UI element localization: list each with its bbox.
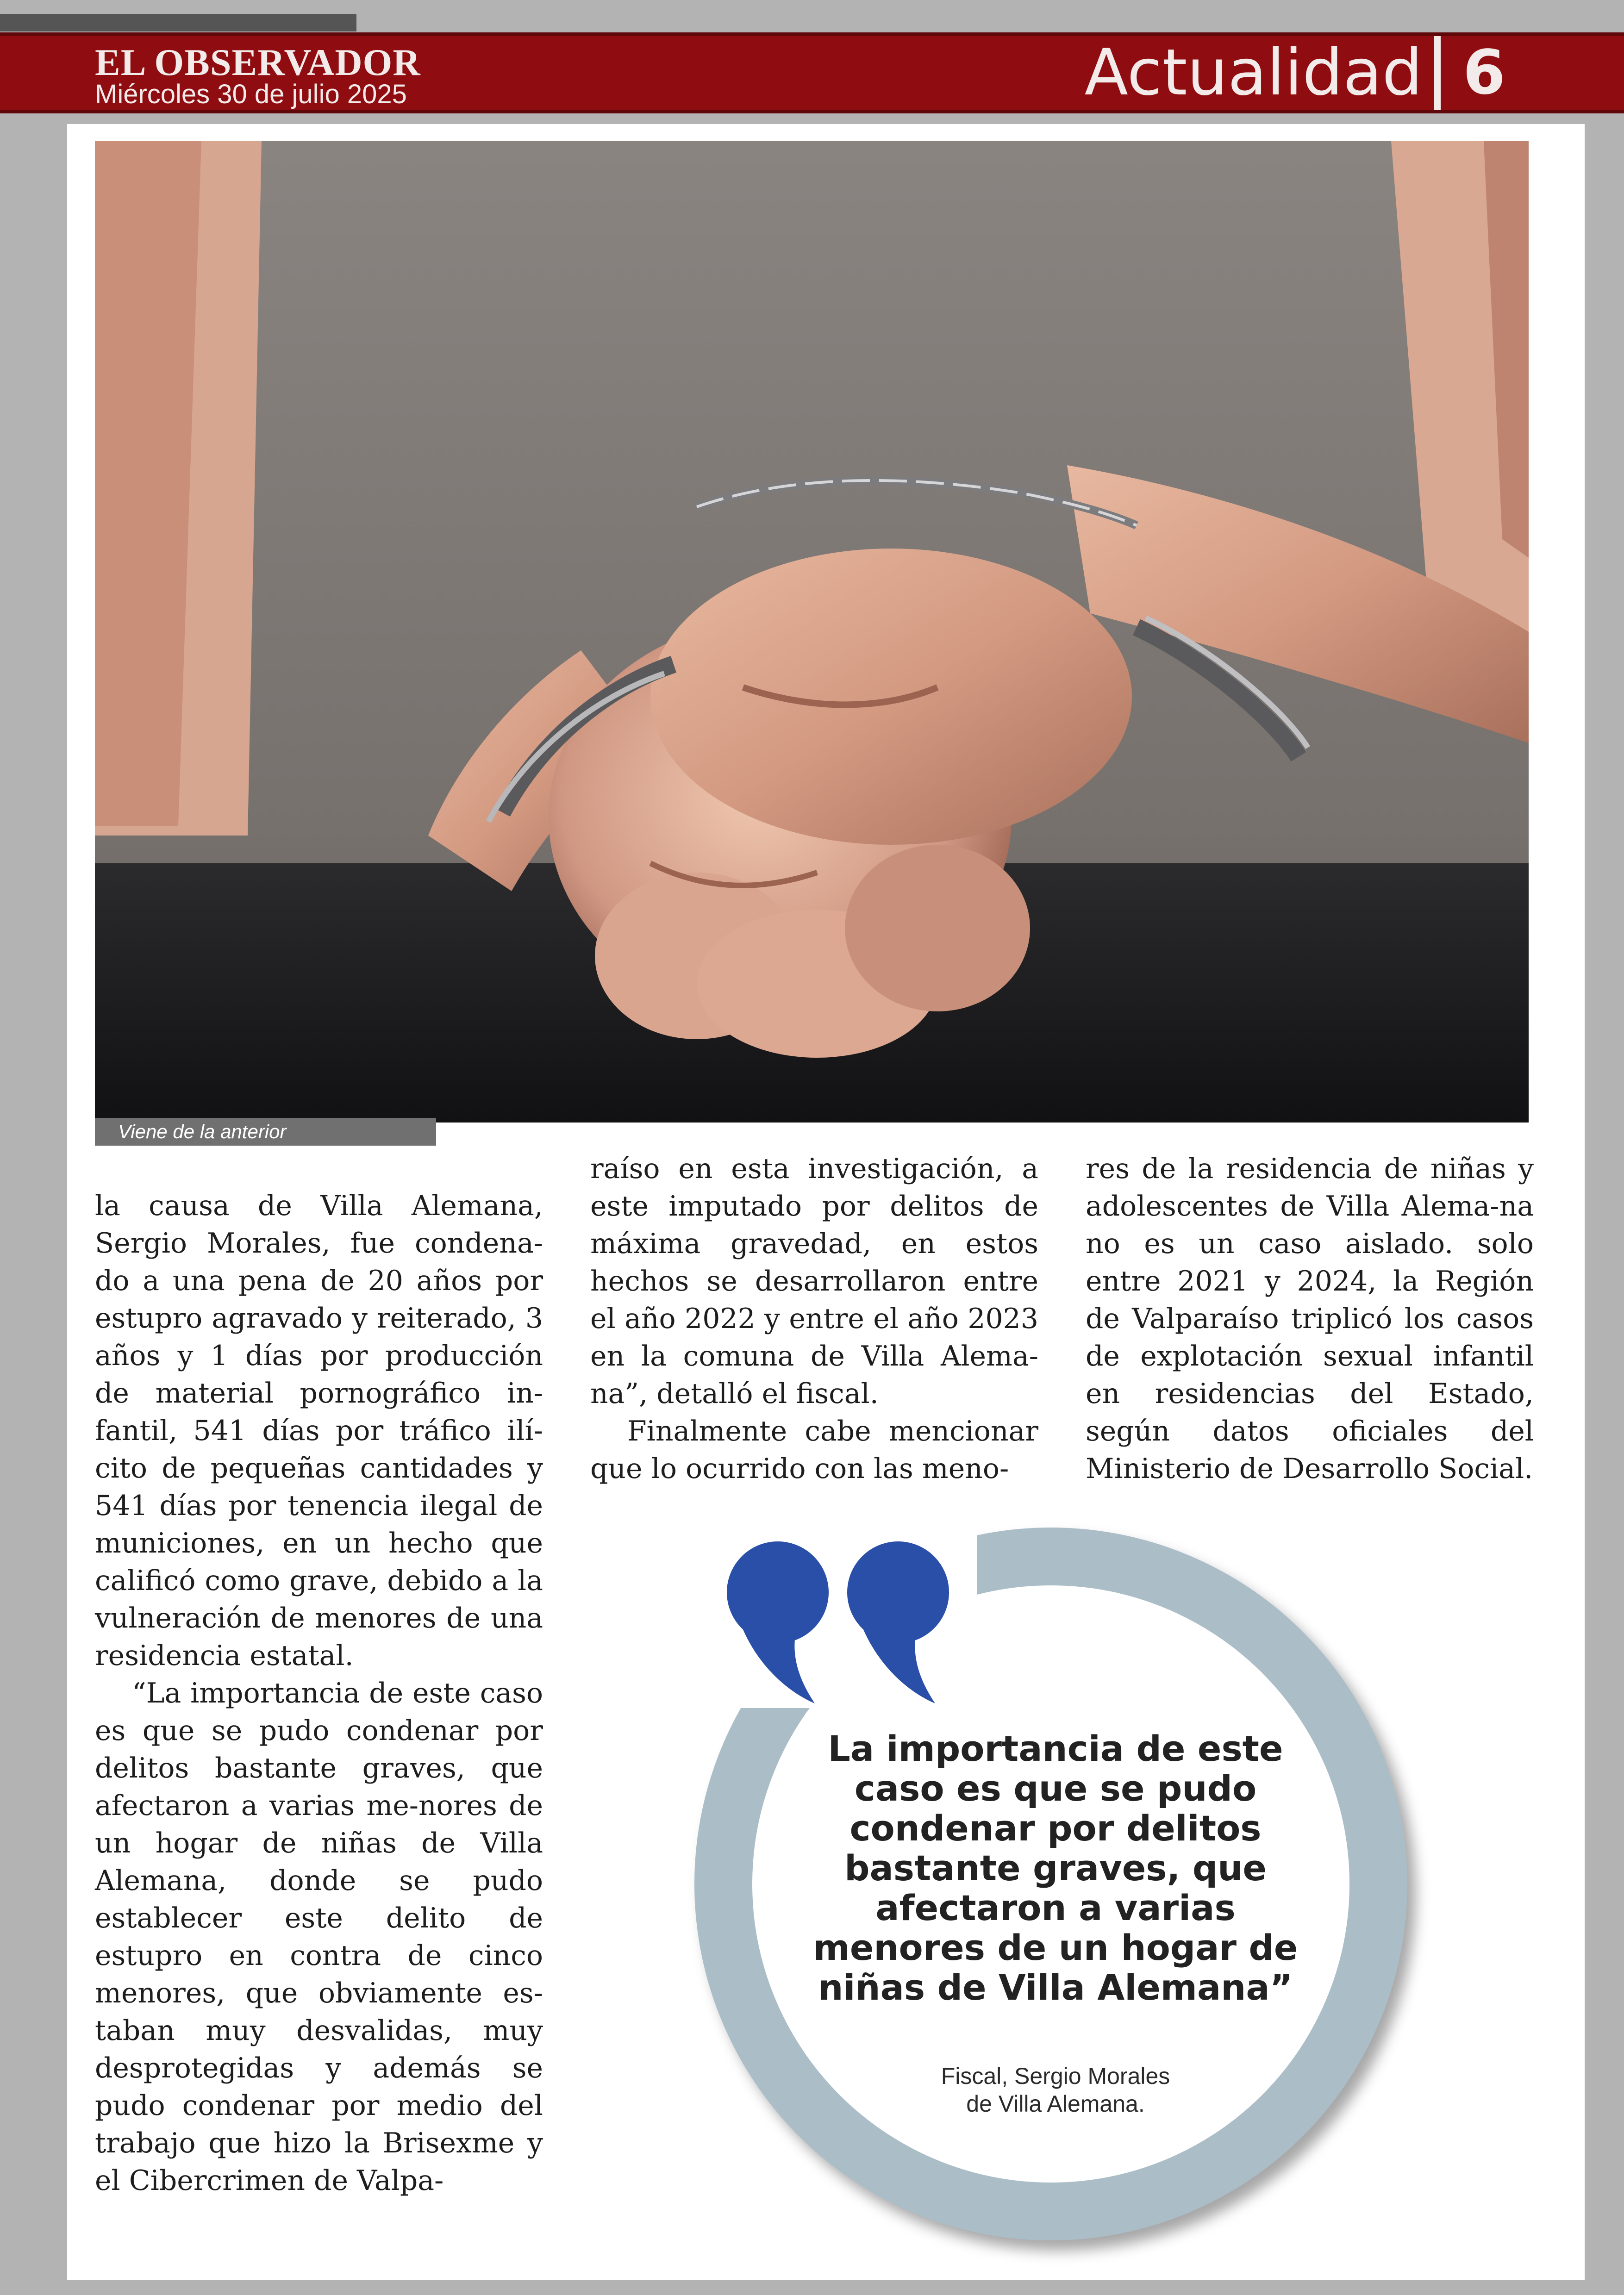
page-number: 6 [1463, 37, 1505, 108]
attribution-line: Fiscal, Sergio Morales [941, 2063, 1170, 2089]
pull-quote-attribution [847, 2062, 1264, 2118]
publication-date: Miércoles 30 de julio 2025 [95, 79, 407, 109]
publication-name: EL OBSERVADOR [95, 41, 421, 83]
article-paragraph: “La importancia de este caso es que se pudo condenar por delitos bastante graves, que afectaron a varias me-nores de un hogar de niñas de Villa Alemana, donde se pudo establecer este delito de estupro en contra de cinco menores, que obviamente es-taban muy desvalidas, muy desprotegidas y además se pudo condenar por medio del trabajo que hizo la Brisexme y el Cibercrimen de Valpa- [95, 1677, 543, 2197]
article-paragraph: la causa de Villa Alemana, Sergio Morales, fue condena-do a una pena de 20 años por estupro agravado y reiterado, 3 años y 1 días por producción de material pornográfico in-fantil, 541 días por tráfico ilí-cito de pequeñas cantidades y 541 días por tenencia ilegal de municiones, en un hecho que calificó como grave, debido a la vulneración de menores de una residencia estatal. [95, 1190, 543, 1672]
article-column-3 [1086, 1150, 1534, 1488]
article-paragraph: res de la residencia de niñas y adolescentes de Villa Alema-na no es un caso aislado. solo entre 2021 y 2024, la Región de Valparaíso triplicó los casos de explotación sexual infantil en residencias del Estado, según datos oficiales del Ministerio de Desarrollo Social. [1086, 1153, 1534, 1485]
photo-caption: Viene de la anterior [118, 1121, 287, 1142]
article-paragraph: Finalmente cabe mencionar que lo ocurrido con las meno- [590, 1415, 1038, 1485]
article-column-1 [95, 1187, 543, 2200]
section-title: Actualidad [1084, 35, 1423, 110]
quotation-marks-icon [722, 1537, 972, 1703]
masthead-separator [1434, 36, 1441, 110]
pull-quote-text: La importancia de este caso es que se pudo condenar por delitos bastante graves, que afectaron a varias menores de un hogar de niñas de Villa Alemana” [813, 1728, 1298, 2008]
article-column-2 [590, 1150, 1038, 1488]
top-gray-strip [0, 14, 356, 31]
masthead [0, 32, 1624, 113]
article-paragraph: raíso en esta investigación, a este imputado por delitos de máxima gravedad, en estos hechos se desarrollaron entre el año 2022 y entre el año 2023 en la comuna de Villa Alema-na”, detalló el fiscal. [590, 1153, 1038, 1410]
attribution-line: de Villa Alemana. [966, 2091, 1145, 2117]
photo-caption-bar [95, 1118, 436, 1146]
handcuffed-hands-photo [95, 141, 1529, 1123]
